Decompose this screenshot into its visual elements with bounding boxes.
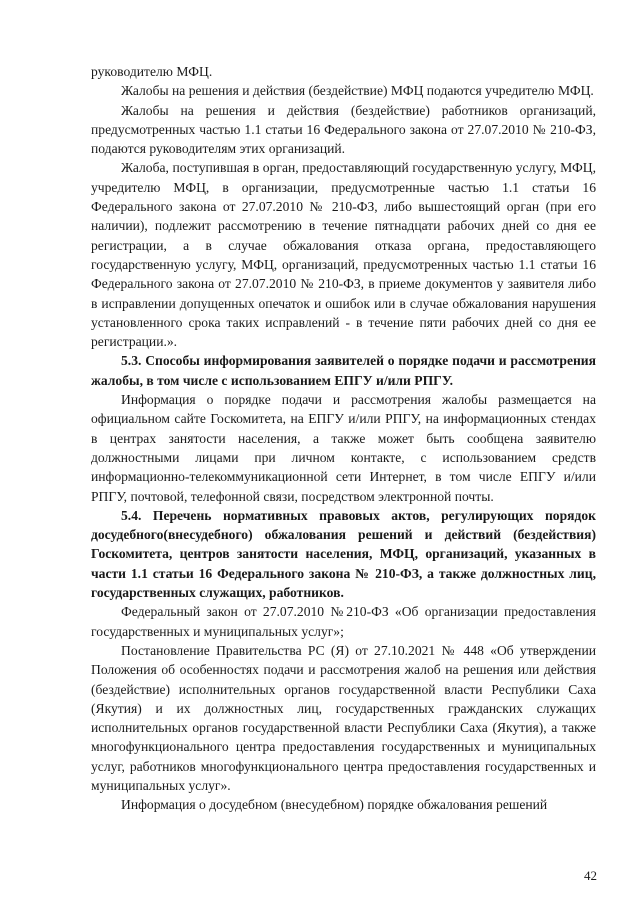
paragraph-8: Федеральный закон от 27.07.2010 №210-ФЗ «Об организации предоставления государственных и муниципальных услуг»; (91, 604, 596, 639)
paragraph-10: Информация о досудебном (внесудебном) порядке обжалования решений (121, 797, 548, 813)
section-heading-5-4: 5.4. Перечень нормативных правовых актов, регулирующих порядок досудебного(внесудебного) обжалования решений и действий (бездействия) Госкомитета, центров занятости населения, МФЦ, организаций, указанных в части 1.1 статьи 16 Федерального закона № 210-ФЗ, а также должностных лиц, государственных служащих, работников. (91, 507, 596, 601)
paragraph-2: Жалобы на решения и действия (бездействие) МФЦ подаются учредителю МФЦ. (121, 83, 594, 99)
paragraph-4: Жалоба, поступившая в орган, предоставляющий государственную услугу, МФЦ, учредителю МФЦ, в организации, предусмотренные частью 1.1 статьи 16 Федерального закона от 27.07.2010 № 210-ФЗ, либо вышестоящий орган (при его наличии), подлежит рассмотрению в течение пятнадцати рабочих дней со дня ее регистрации, а в случае обжалования отказа органа, предоставляющего государственную услугу, МФЦ, организаций, предусмотренных частью 1.1 статьи 16 Федерального закона от 27.07.2010 № 210-ФЗ, в приеме документов у заявителя либо в исправлении допущенных опечаток и ошибок или в случае обжалования нарушения установленного срока таких исправлений - в течение пяти рабочих дней со дня ее регистрации.». (91, 160, 596, 350)
paragraph-6: Информация о порядке подачи и рассмотрения жалобы размещается на официальном сайте Госкомитета, на ЕПГУ и/или РПГУ, на информационных стендах в центрах занятости населения, а также может быть сообщена заявителю должностными лицами при личном контакте, с использованием средств информационно-телекоммуникационной сети Интернет, в том числе ЕПГУ и/или РПГУ, почтовой, телефонной связи, посредством электронной почты. (91, 392, 596, 504)
section-heading-5-3: 5.3. Способы информирования заявителей о порядке подачи и рассмотрения жалобы, в том числе с использованием ЕПГУ и/или РПГУ. (91, 353, 596, 388)
paragraph-1: руководителю МФЦ. (91, 64, 213, 79)
paragraph-3: Жалобы на решения и действия (бездействие) работников организаций, предусмотренных частью 1.1 статьи 16 Федерального закона от 27.07.2010 № 210-ФЗ, подаются руководителям этих организаций. (91, 102, 596, 157)
page-number: 42 (584, 868, 597, 883)
document-body (91, 62, 596, 815)
paragraph-9: Постановление Правительства РС (Я) от 27.10.2021 № 448 «Об утверждении Положения об особенностях подачи и рассмотрения жалоб на решения или действия (бездействие) исполнительных органов государственной власти Республики Саха (Якутия) и их должностных лиц, государственных гражданских служащих исполнительных органов государственной власти Республики Саха (Якутия), а также многофункционального центра предоставления государственных и муниципальных услуг, работников многофункционального центра предоставления государственных и муниципальных услуг». (91, 642, 596, 793)
